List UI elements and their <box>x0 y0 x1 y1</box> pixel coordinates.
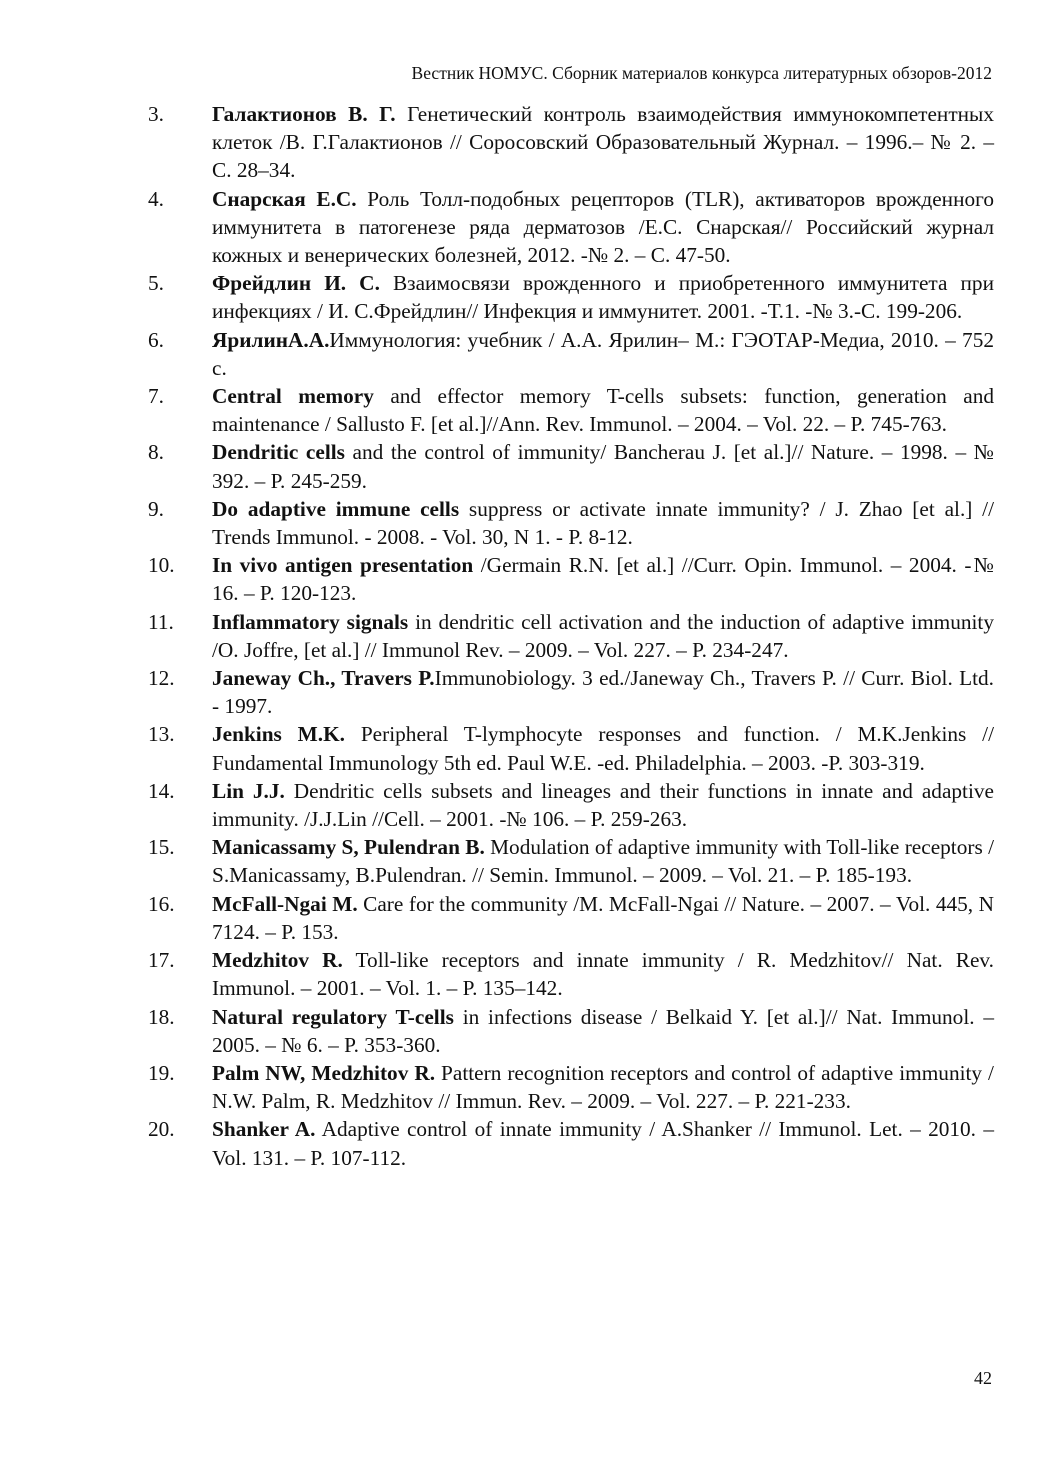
reference-item <box>148 269 994 325</box>
reference-lead: ЯрилинА.А. <box>212 327 330 352</box>
reference-number: 19. <box>148 1060 175 1085</box>
reference-lead: Jenkins M.K. <box>212 722 345 747</box>
reference-lead: Do adaptive immune cells <box>212 496 460 521</box>
reference-text: Роль Толл-подобных рецепторов (TLR), активаторов врожденного иммунитета в патогенезе ряда дерматозов /Е.С. Снарская// Российский журнал кожных и венерических болезней, 2012. -№ 2. – С. 47-50. <box>212 186 994 268</box>
reference-text: Modulation of adaptive immunity with Toll-like receptors / S.Manicassamy, B.Pulendran. // Semin. Immunol. – 2009. – Vol. 21. – P. 185-193. <box>212 835 994 888</box>
reference-number: 6. <box>148 327 164 352</box>
reference-item <box>148 608 994 664</box>
reference-number: 15. <box>148 835 175 860</box>
reference-number: 4. <box>148 186 164 211</box>
reference-number: 14. <box>148 778 175 803</box>
reference-item <box>148 495 994 551</box>
reference-text: in dendritic cell activation and the induction of adaptive immunity /O. Joffre, [et al.] // Immunol Rev. – 2009. – Vol. 227. – P. 234-247. <box>212 609 994 662</box>
reference-lead: Shanker A. <box>212 1117 316 1142</box>
reference-lead: Manicassamy S, Pulendran B. <box>212 835 485 860</box>
reference-number: 17. <box>148 948 175 973</box>
reference-text: suppress or activate innate immunity? / J. Zhao [et al.] // Trends Immunol. - 2008. - Vol. 30, N 1. - P. 8-12. <box>212 496 994 550</box>
reference-item <box>148 946 994 1002</box>
reference-text: Pattern recognition receptors and control of adaptive immunity / N.W. Palm, R. Medzhitov // Immun. Rev. – 2009. – Vol. 227. – P. 221-233. <box>212 1060 994 1114</box>
reference-number: 12. <box>148 666 175 691</box>
reference-number: 16. <box>148 891 175 916</box>
reference-number: 13. <box>148 722 175 747</box>
reference-number: 7. <box>148 384 164 409</box>
reference-number: 20. <box>148 1117 175 1142</box>
reference-text: and the control of immunity/ Bancherau J. [et al.]// Nature. – 1998. – № 392. – P. 245-259. <box>212 440 994 493</box>
reference-text: and effector memory T-cells subsets: function, generation and maintenance / Sallusto F. [et al.]//Ann. Rev. Immunol. – 2004. – Vol. 22. – P. 745-763. <box>212 384 994 437</box>
reference-item <box>148 382 994 438</box>
reference-item <box>148 890 994 946</box>
reference-lead: Фрейдлин И. С. <box>212 271 380 296</box>
reference-lead: Снарская Е.С. <box>212 186 357 211</box>
reference-text: Toll-like receptors and innate immunity / R. Medzhitov// Nat. Rev. Immunol. – 2001. – Vol. 1. – P. 135–142. <box>212 948 994 1001</box>
reference-number: 5. <box>148 271 164 296</box>
reference-item <box>148 664 994 720</box>
reference-lead: Галактионов В. Г. <box>212 102 396 126</box>
reference-item <box>148 833 994 889</box>
reference-text: /Germain R.N. [et al.] //Curr. Opin. Immunol. – 2004. -№ 16. – P. 120-123. <box>212 553 994 606</box>
reference-item <box>148 438 994 494</box>
reference-item <box>148 326 994 382</box>
reference-text: Peripheral T-lymphocyte responses and function. / M.K.Jenkins // Fundamental Immunology 5th ed. Paul W.E. -ed. Philadelphia. – 2003. -P. 303-319. <box>212 722 994 775</box>
reference-lead: Dendritic cells <box>212 440 345 465</box>
reference-text: in infections disease / Belkaid Y. [et al.]// Nat. Immunol. – 2005. – № 6. – P. 353-360. <box>212 1004 994 1057</box>
reference-lead: Natural regulatory T-cells <box>212 1004 454 1029</box>
reference-number: 8. <box>148 440 164 465</box>
running-header: Вестник НОМУС. Сборник материалов конкурса литературных обзоров-2012 <box>411 63 992 83</box>
reference-lead: Palm NW, Medzhitov R. <box>212 1060 436 1085</box>
reference-text: Dendritic cells subsets and lineages and their functions in innate and adaptive immunity. /J.J.Lin //Cell. – 2001. -№ 106. – P. 259-263. <box>212 778 994 832</box>
reference-lead: Central memory <box>212 384 374 409</box>
reference-number: 9. <box>148 496 164 521</box>
reference-item <box>148 185 994 270</box>
reference-number: 11. <box>148 609 174 634</box>
reference-number: 3. <box>148 102 164 126</box>
reference-text: Adaptive control of innate immunity / A.Shanker // Immunol. Let. – 2010. – Vol. 131. – P. 107-112. <box>212 1117 994 1170</box>
reference-list <box>148 100 994 1172</box>
reference-text: Генетический контроль взаимодействия иммунокомпетентных клеток /В. Г.Галактионов // Соросовский Образовательный Журнал. – 1996.– № 2. – С. 28–34. <box>212 102 994 183</box>
page-number: 42 <box>974 1368 992 1388</box>
reference-lead: Janeway Ch., Travers P. <box>212 666 435 691</box>
reference-lead: McFall-Ngai M. <box>212 891 358 916</box>
reference-lead: Lin J.J. <box>212 778 285 803</box>
reference-number: 18. <box>148 1004 175 1029</box>
reference-item <box>148 551 994 607</box>
reference-text: Immunobiology. 3 ed./Janeway Ch., Travers P. // Curr. Biol. Ltd. - 1997. <box>212 666 994 719</box>
reference-item <box>148 1115 994 1171</box>
reference-text: Взаимосвязи врожденного и приобретенного иммунитета при инфекциях / И. С.Фрейдлин// Инфекция и иммунитет. 2001. -Т.1. -№ 3.-С. 199-206. <box>212 271 994 324</box>
reference-item <box>148 777 994 833</box>
reference-lead: Medzhitov R. <box>212 948 343 973</box>
reference-text: Care for the community /M. McFall-Ngai // Nature. – 2007. – Vol. 445, N 7124. – P. 153. <box>212 891 994 944</box>
reference-item <box>148 720 994 776</box>
reference-item <box>148 1003 994 1059</box>
reference-item <box>148 100 994 185</box>
reference-lead: In vivo antigen presentation <box>212 553 474 578</box>
reference-text: Иммунология: учебник / А.А. Ярилин– М.: ГЭОТАР-Медиа, 2010. – 752 с. <box>212 327 994 380</box>
reference-item <box>148 1059 994 1115</box>
reference-lead: Inflammatory signals <box>212 609 409 634</box>
reference-number: 10. <box>148 553 175 578</box>
